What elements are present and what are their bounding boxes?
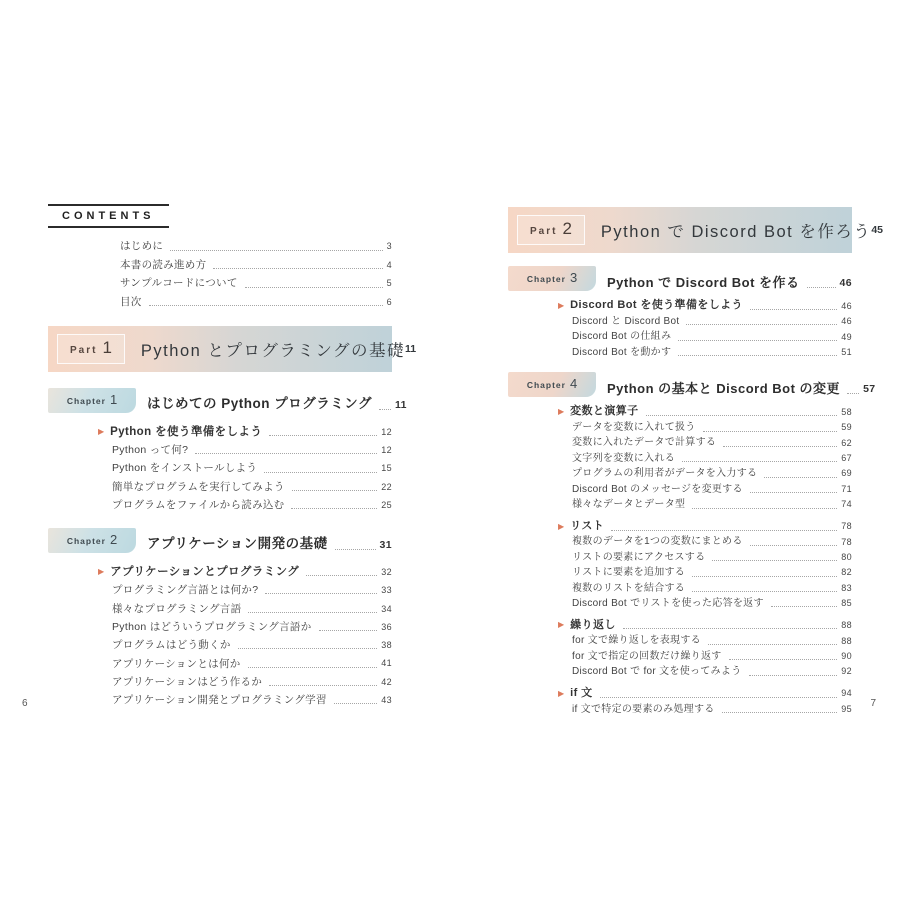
page-number: 92 <box>841 666 852 677</box>
section-title: 変数と演算子 <box>570 405 639 418</box>
entry-title: Discord Bot の仕組み <box>572 331 672 343</box>
entry-title: if 文で特定の要素のみ処理する <box>572 703 715 715</box>
chapter-word: Chapter <box>66 535 106 546</box>
dotted-leader <box>678 340 837 341</box>
page-number: 71 <box>841 483 852 494</box>
contents-heading <box>48 204 169 228</box>
toc-entry <box>48 652 392 670</box>
entry-title: プログラムはどう動くか <box>112 639 231 652</box>
section-title: Python を使う準備をしよう <box>110 425 263 438</box>
entry-title: アプリケーション開発とプログラミング学習 <box>112 694 327 707</box>
dotted-leader <box>265 593 377 594</box>
section-heading <box>48 560 392 579</box>
page-number: 69 <box>841 468 852 479</box>
section-title: リスト <box>570 519 605 532</box>
page-number: 88 <box>841 635 852 646</box>
entry-title: Discord Bot でリストを使った応答を返す <box>572 597 764 609</box>
chapter-title: Python の基本と Discord Bot の変更 <box>607 380 841 396</box>
dotted-leader <box>238 648 377 649</box>
page-number: 46 <box>841 316 852 327</box>
toc-entry <box>508 344 852 359</box>
dotted-leader <box>611 530 837 531</box>
part-word: Part <box>70 345 98 356</box>
entry-title: 複数のリストを結合する <box>572 582 686 594</box>
page-number: 83 <box>841 582 852 593</box>
dotted-leader <box>195 453 377 454</box>
dotted-leader <box>248 612 377 613</box>
chapter-label <box>48 528 136 553</box>
entry-title: プログラミング言語とは何か? <box>112 584 259 597</box>
part-title: Python とプログラミングの基礎 <box>140 342 406 360</box>
toc-entry <box>48 439 392 457</box>
page-number: 41 <box>381 658 392 669</box>
entry-title: Python をインストールしよう <box>112 462 258 475</box>
dotted-leader <box>703 431 838 432</box>
page-number: 57 <box>863 383 876 396</box>
page-number: 6 <box>386 296 392 307</box>
page-number: 95 <box>841 703 852 714</box>
chapter-heading <box>508 375 876 397</box>
dotted-leader <box>292 490 377 491</box>
dotted-leader <box>291 508 377 509</box>
part-number: 2 <box>562 219 572 238</box>
dotted-leader <box>248 667 378 668</box>
toc-entry <box>508 465 852 480</box>
entry-title: Discord Bot のメッセージを変更する <box>572 483 743 495</box>
chapter-word: Chapter <box>526 273 566 284</box>
entry-title: 目次 <box>120 295 142 308</box>
entry-title: 様々なプログラミング言語 <box>112 602 242 615</box>
page-number: 88 <box>841 620 852 631</box>
dotted-leader <box>149 305 383 306</box>
triangle-bullet-icon: ▶ <box>558 620 565 630</box>
section-heading <box>508 517 852 534</box>
page-number: 94 <box>841 688 852 699</box>
section-heading <box>508 684 852 701</box>
page-number: 22 <box>381 481 392 492</box>
dotted-leader <box>692 508 837 509</box>
entry-title: Python はどういうプログラミング言語か <box>112 620 312 633</box>
toc-entry <box>508 564 852 579</box>
dotted-leader <box>847 393 859 394</box>
toc-entry <box>508 328 852 343</box>
dotted-leader <box>750 492 837 493</box>
chapter-word: Chapter <box>526 379 566 390</box>
front-matter-entry <box>120 291 392 310</box>
page-number: 49 <box>841 331 852 342</box>
toc-page-left <box>48 204 417 707</box>
dotted-leader <box>600 697 838 698</box>
section-heading <box>48 420 392 439</box>
dotted-leader <box>264 472 377 473</box>
page-number: 33 <box>381 585 392 596</box>
part-number: 1 <box>102 338 112 357</box>
triangle-bullet-icon: ▶ <box>558 407 565 417</box>
page-number: 82 <box>841 567 852 578</box>
dotted-leader <box>334 703 377 704</box>
toc-entry <box>508 496 852 511</box>
dotted-leader <box>682 461 837 462</box>
dotted-leader <box>750 309 837 310</box>
entry-title: プログラムをファイルから読み込む <box>112 499 285 512</box>
entry-title: 変数に入れたデータで計算する <box>572 437 717 449</box>
page-number: 62 <box>841 437 852 448</box>
toc-entry <box>508 481 852 496</box>
page-number: 12 <box>381 445 392 456</box>
entry-title: for 文で繰り返しを表現する <box>572 635 701 647</box>
triangle-bullet-icon: ▶ <box>98 567 105 577</box>
chapter-heading <box>48 391 407 413</box>
dotted-leader <box>269 685 377 686</box>
entry-title: 文字列を変数に入れる <box>572 452 675 464</box>
entry-title: プログラムの利用者がデータを入力する <box>572 468 758 480</box>
toc-entry <box>48 457 392 475</box>
dotted-leader <box>692 576 837 577</box>
chapter-number: 3 <box>569 269 578 285</box>
page-number: 58 <box>841 406 852 417</box>
page-number: 34 <box>381 603 392 614</box>
entry-title: 簡単なプログラムを実行してみよう <box>112 480 285 493</box>
chapter-label <box>508 372 596 397</box>
toc-entry <box>48 634 392 652</box>
dotted-leader <box>807 287 836 288</box>
entry-title: アプリケーションとは何か <box>112 657 241 670</box>
chapter-label <box>508 266 596 291</box>
toc-entry <box>508 580 852 595</box>
page-number: 78 <box>841 521 852 532</box>
dotted-leader <box>319 630 378 631</box>
entry-title: 複数のデータを1つの変数にまとめる <box>572 536 743 548</box>
entry-title: リストの要素にアクセスする <box>572 551 706 563</box>
dotted-leader <box>306 575 377 576</box>
entry-title: Discord Bot を動かす <box>572 346 672 358</box>
dotted-leader <box>245 287 383 288</box>
front-matter-entry <box>120 254 392 273</box>
dotted-leader <box>379 409 391 410</box>
part-tag <box>57 334 125 364</box>
page-number: 67 <box>841 453 852 464</box>
toc-entry <box>508 632 852 647</box>
page-number: 31 <box>379 539 392 552</box>
page-number: 42 <box>381 676 392 687</box>
chapter-list <box>508 269 876 716</box>
entry-title: 様々なデータとデータ型 <box>572 499 686 511</box>
page-number: 15 <box>381 463 392 474</box>
part-page-number: 45 <box>871 224 884 236</box>
page-number: 3 <box>386 241 392 252</box>
page-folio-left: 6 <box>22 698 28 709</box>
toc-page-right <box>508 207 884 716</box>
page-number: 46 <box>839 276 852 289</box>
dotted-leader <box>750 545 838 546</box>
part-banner <box>48 326 417 372</box>
front-matter-entry <box>120 272 392 291</box>
toc-entry <box>508 595 852 610</box>
entry-title: Discord Bot で for 文を使ってみよう <box>572 666 742 678</box>
dotted-leader <box>170 250 382 251</box>
entry-title: はじめに <box>120 240 164 253</box>
dotted-leader <box>712 560 837 561</box>
dotted-leader <box>692 591 837 592</box>
page-number: 43 <box>381 695 392 706</box>
toc-entry <box>48 616 392 634</box>
section-title: アプリケーションとプログラミング <box>110 565 300 578</box>
toc-entry <box>508 534 852 549</box>
section-title: Discord Bot を使う準備をしよう <box>570 299 743 312</box>
dotted-leader <box>722 712 838 713</box>
dotted-leader <box>623 628 837 629</box>
toc-entry <box>48 476 392 494</box>
section-heading <box>508 402 852 419</box>
triangle-bullet-icon: ▶ <box>98 427 105 436</box>
chapter-number: 1 <box>109 391 118 407</box>
page-number: 12 <box>381 426 392 437</box>
dotted-leader <box>708 644 837 645</box>
front-matter-entry <box>120 235 392 254</box>
chapter-title: Python で Discord Bot を作る <box>607 274 800 290</box>
entry-title: リストに要素を追加する <box>572 567 686 579</box>
entry-title: サンプルコードについて <box>120 277 238 290</box>
page-folio-right: 7 <box>870 698 876 709</box>
page-number: 59 <box>841 422 852 433</box>
toc-entry <box>508 549 852 564</box>
dotted-leader <box>335 549 376 550</box>
part-title: Python で Discord Bot を作ろう <box>600 223 872 241</box>
triangle-bullet-icon: ▶ <box>558 688 565 698</box>
section-heading <box>508 296 852 313</box>
front-matter-list <box>120 235 392 309</box>
chapter-heading <box>508 269 852 291</box>
page-number: 85 <box>841 598 852 609</box>
toc-entry <box>508 435 852 450</box>
page-number: 25 <box>381 499 392 510</box>
toc-entry <box>508 663 852 678</box>
entry-title: Python って何? <box>112 444 189 457</box>
dotted-leader <box>723 446 837 447</box>
toc-entry <box>508 419 852 434</box>
section-title: if 文 <box>570 686 593 699</box>
page-number: 36 <box>381 621 392 632</box>
contents-label: CONTENTS <box>62 210 155 222</box>
dotted-leader <box>213 268 382 269</box>
part-word: Part <box>530 226 558 237</box>
chapter-heading <box>48 531 392 553</box>
chapter-title: はじめての Python プログラミング <box>147 396 372 412</box>
part-tag <box>517 215 585 245</box>
toc-entry <box>48 494 392 512</box>
toc-entry <box>508 701 852 716</box>
dotted-leader <box>749 675 838 676</box>
toc-entry <box>48 689 392 707</box>
part-page-number: 11 <box>405 343 417 355</box>
part-banner <box>508 207 884 253</box>
dotted-leader <box>269 435 377 436</box>
dotted-leader <box>771 606 837 607</box>
page-number: 32 <box>381 566 392 577</box>
dotted-leader <box>646 415 838 416</box>
chapter-number: 2 <box>109 531 118 547</box>
chapter-title: アプリケーション開発の基礎 <box>147 536 328 552</box>
page-number: 74 <box>841 499 852 510</box>
page-number: 5 <box>386 278 392 289</box>
entry-title: Discord と Discord Bot <box>572 315 680 327</box>
page-number: 78 <box>841 536 852 547</box>
chapter-number: 4 <box>569 375 578 391</box>
dotted-leader <box>764 477 837 478</box>
toc-entry <box>48 671 392 689</box>
entry-title: 本書の読み進め方 <box>120 258 207 271</box>
page-number: 90 <box>841 651 852 661</box>
toc-entry <box>508 648 852 663</box>
entry-title: for 文で指定の回数だけ繰り返す <box>572 650 722 662</box>
chapter-word: Chapter <box>66 395 106 406</box>
dotted-leader <box>686 324 837 325</box>
toc-entry <box>48 579 392 597</box>
chapter-list <box>48 391 407 707</box>
dotted-leader <box>729 659 838 660</box>
toc-entry <box>508 450 852 465</box>
page-number: 46 <box>841 300 852 311</box>
page-number: 4 <box>386 259 392 270</box>
toc-entry <box>508 313 852 328</box>
dotted-leader <box>678 355 837 356</box>
page-number: 11 <box>394 398 407 411</box>
section-heading <box>508 615 852 632</box>
page-number: 80 <box>841 552 852 563</box>
triangle-bullet-icon: ▶ <box>558 301 565 310</box>
toc-entry <box>48 597 392 615</box>
triangle-bullet-icon: ▶ <box>558 521 565 531</box>
entry-title: データを変数に入れて扱う <box>572 422 696 434</box>
page-number: 51 <box>841 346 852 357</box>
page-number: 38 <box>381 640 392 651</box>
entry-title: アプリケーションはどう作るか <box>112 675 263 688</box>
chapter-label <box>48 388 136 413</box>
section-title: 繰り返し <box>570 618 616 631</box>
